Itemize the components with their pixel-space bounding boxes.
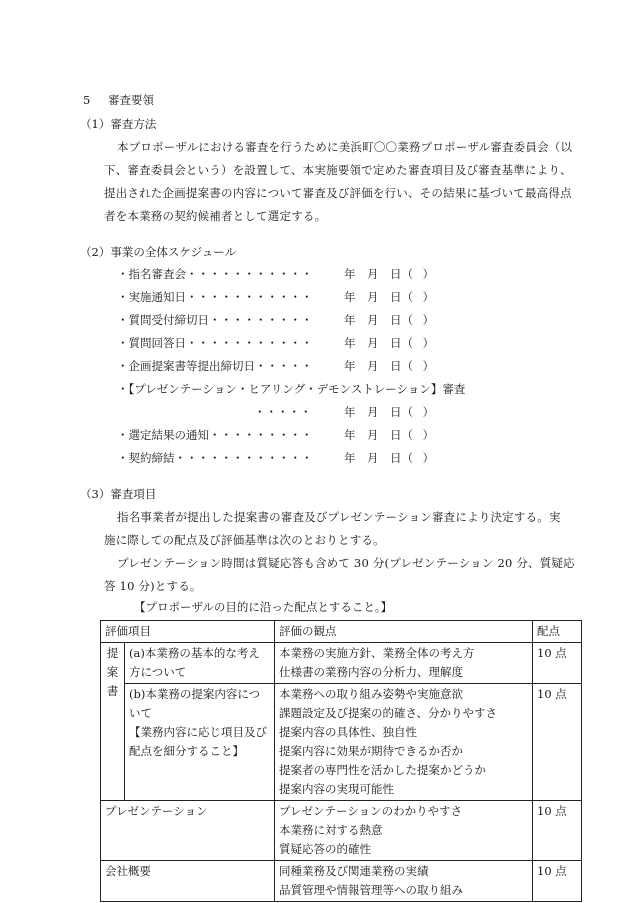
proposal-category bbox=[101, 643, 125, 801]
table-row bbox=[101, 684, 582, 801]
proposal-sub-a-points: 10 点 bbox=[533, 643, 582, 684]
items-note: 【プロポーザルの目的に沿った配点とすること。】 bbox=[134, 600, 393, 614]
company-viewpoints bbox=[275, 861, 533, 902]
schedule-item-label: ・質問回答日・・・・・・・・・・・ bbox=[117, 336, 313, 350]
schedule-item-date: 年 月 日（ ） bbox=[344, 290, 435, 304]
proposal-sub-b-text: (b)本業務の提案内容について bbox=[129, 687, 261, 720]
viewpoint-line: 本業務の実施方針、業務全体の考え方 bbox=[279, 646, 475, 660]
schedule-item-date: 年 月 日（ ） bbox=[344, 313, 435, 327]
header-points: 配点 bbox=[533, 621, 582, 643]
viewpoint-line: プレゼンテーションのわかりやすさ bbox=[279, 804, 463, 818]
section-title bbox=[83, 92, 154, 109]
company-points: 10 点 bbox=[533, 861, 582, 902]
table-row bbox=[101, 643, 582, 684]
proposal-category-char: 提 bbox=[106, 646, 119, 660]
schedule-item-date: 年 月 日（ ） bbox=[344, 405, 435, 419]
proposal-sub-a-viewpoints bbox=[275, 643, 533, 684]
schedule-item-label: ・契約締結・・・・・・・・・・・・ bbox=[117, 451, 313, 465]
viewpoint-line: 仕様書の業務内容の分析力、理解度 bbox=[279, 665, 463, 679]
items-heading: （3）審査項目 bbox=[80, 487, 157, 501]
items-para-line: 答 10 分)とする。 bbox=[104, 579, 202, 593]
section-title-text: 審査要領 bbox=[107, 93, 154, 107]
viewpoint-line: 本業務への取り組み姿勢や実施意欲 bbox=[279, 687, 463, 701]
schedule-item-label: ・・・・・ bbox=[254, 405, 312, 419]
schedule-item-label: ・実施通知日・・・・・・・・・・・ bbox=[117, 290, 313, 304]
schedule-heading: （2）事業の全体スケジュール bbox=[80, 245, 237, 259]
header-item: 評価項目 bbox=[101, 621, 275, 643]
proposal-sub-b bbox=[125, 684, 275, 801]
table-row bbox=[101, 801, 582, 861]
items-para-line: 指名事業者が提出した提案書の審査及びプレゼンテーション審査により決定する。実 bbox=[117, 510, 561, 524]
presentation-viewpoints bbox=[275, 801, 533, 861]
company-label: 会社概要 bbox=[101, 861, 275, 902]
schedule-item-date: 年 月 日（ ） bbox=[344, 359, 435, 373]
presentation-label: プレゼンテーション bbox=[101, 801, 275, 861]
viewpoint-line: 提案内容の具体性、独自性 bbox=[279, 725, 417, 739]
viewpoint-line: 同種業務及び関連業務の実績 bbox=[279, 864, 429, 878]
proposal-category-char: 書 bbox=[106, 684, 119, 698]
proposal-sub-a-text: (a)本業務の基本的な考え方について bbox=[129, 646, 260, 679]
proposal-sub-b-viewpoints bbox=[275, 684, 533, 801]
items-para-line: 施に際しての配点及び評価基準は次のとおりとする。 bbox=[104, 533, 385, 547]
method-line: 提出された企画提案書の内容について審査及び評価を行い、その結果に基づいて最高得点 bbox=[104, 186, 572, 200]
method-line: 本プロポーザルにおける審査を行うために美浜町〇〇業務プロポーザル審査委員会（以 bbox=[117, 140, 573, 154]
schedule-item-label: ・選定結果の通知・・・・・・・・・ bbox=[117, 428, 313, 442]
evaluation-table bbox=[100, 620, 582, 902]
table-row bbox=[101, 861, 582, 902]
viewpoint-line: 本業務に対する熱意 bbox=[279, 823, 383, 837]
items-para-line: プレゼンテーション時間は質疑応答も含めて 30 分(プレゼンテーション 20 分、質疑応 bbox=[117, 556, 575, 570]
viewpoint-line: 提案内容に効果が期待できるか否か bbox=[279, 744, 463, 758]
viewpoint-line: 質疑応答の的確性 bbox=[279, 842, 371, 856]
proposal-sub-a bbox=[125, 643, 275, 684]
schedule-item-date: 年 月 日（ ） bbox=[344, 451, 435, 465]
viewpoint-line: 提案内容の実現可能性 bbox=[279, 782, 394, 796]
schedule-item-label: ・質問受付締切日・・・・・・・・・ bbox=[117, 313, 313, 327]
method-heading: （1）審査方法 bbox=[80, 117, 157, 131]
presentation-points: 10 点 bbox=[533, 801, 582, 861]
table-header-row bbox=[101, 621, 582, 643]
header-viewpoint: 評価の観点 bbox=[275, 621, 533, 643]
viewpoint-line: 品質管理や情報管理等への取り組み bbox=[279, 883, 463, 897]
schedule-item-date: 年 月 日（ ） bbox=[344, 267, 435, 281]
viewpoint-line: 提案者の専門性を活かした提案かどうか bbox=[279, 763, 486, 777]
schedule-item-label: ・指名審査会・・・・・・・・・・・ bbox=[117, 267, 313, 281]
schedule-item-label: ・【プレゼンテーション・ヒアリング・デモンストレーション】審査 bbox=[117, 382, 466, 396]
schedule-item-label: ・企画提案書等提出締切日・・・・・ bbox=[117, 359, 313, 373]
method-line: 者を本業務の契約候補者として選定する。 bbox=[104, 209, 327, 223]
proposal-sub-b-note: 【業務内容に応じ項目及び配点を細分すること】 bbox=[129, 725, 267, 758]
method-line: 下、審査委員会という）を設置して、本実施要領で定めた審査項目及び審査基準により、 bbox=[104, 163, 572, 177]
proposal-sub-b-points: 10 点 bbox=[533, 684, 582, 801]
schedule-item-date: 年 月 日（ ） bbox=[344, 428, 435, 442]
section-number: 5 bbox=[83, 93, 91, 107]
schedule-item-date: 年 月 日（ ） bbox=[344, 336, 435, 350]
proposal-category-char: 案 bbox=[106, 665, 119, 679]
viewpoint-line: 課題設定及び提案の的確さ、分かりやすさ bbox=[279, 706, 498, 720]
